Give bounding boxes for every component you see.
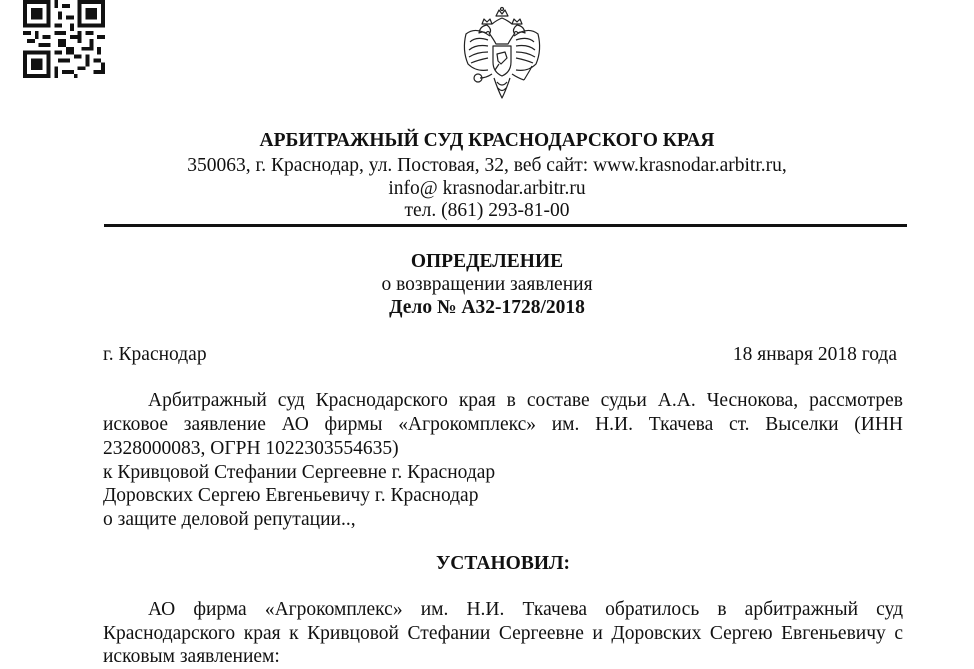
- intro-line-2: исковое заявление АО фирмы «Агрокомплекс» им. Н.И. Ткачева ст. Выселки (ИНН: [103, 414, 903, 435]
- document-type: ОПРЕДЕЛЕНИЕ: [410, 251, 564, 272]
- established-line-2: Краснодарского края к Кривцовой Стефании Сергеевне и Доровских Сергею Евгеньевичу с: [103, 623, 903, 644]
- document-subject: о возвращении заявления: [381, 274, 593, 295]
- coat-of-arms-emblem: [452, 6, 552, 108]
- intro-line-5: Доровских Сергею Евгеньевичу г. Краснодар: [103, 485, 479, 506]
- established-line-1: АО фирма «Агрокомплекс» им. Н.И. Ткачева обратилось в арбитражный суд: [148, 599, 903, 620]
- established-line-3: исковым заявлением:: [103, 646, 280, 667]
- established-heading: УСТАНОВИЛ:: [435, 553, 571, 574]
- intro-line-6: о защите деловой репутации..,: [103, 509, 356, 530]
- intro-line-3: 2328000083, ОГРН 1022303554635): [103, 438, 399, 459]
- court-phone: тел. (861) 293-81-00: [404, 200, 570, 221]
- date: 18 января 2018 года: [732, 344, 897, 365]
- court-email: info@ krasnodar.arbitr.ru: [388, 178, 586, 199]
- intro-line-4: к Кривцовой Стефании Сергеевне г. Краснодар: [103, 462, 496, 483]
- header-divider: [104, 224, 907, 227]
- court-address: 350063, г. Краснодар, ул. Постовая, 32, веб сайт: www.krasnodar.arbitr.ru,: [187, 155, 787, 176]
- qr-code: [22, 0, 106, 78]
- court-name: АРБИТРАЖНЫЙ СУД КРАСНОДАРСКОГО КРАЯ: [259, 130, 715, 151]
- case-number: Дело № А32-1728/2018: [389, 297, 585, 318]
- place: г. Краснодар: [103, 344, 207, 365]
- intro-line-1: Арбитражный суд Краснодарского края в составе судьи А.А. Чеснокова, рассмотрев: [148, 390, 903, 411]
